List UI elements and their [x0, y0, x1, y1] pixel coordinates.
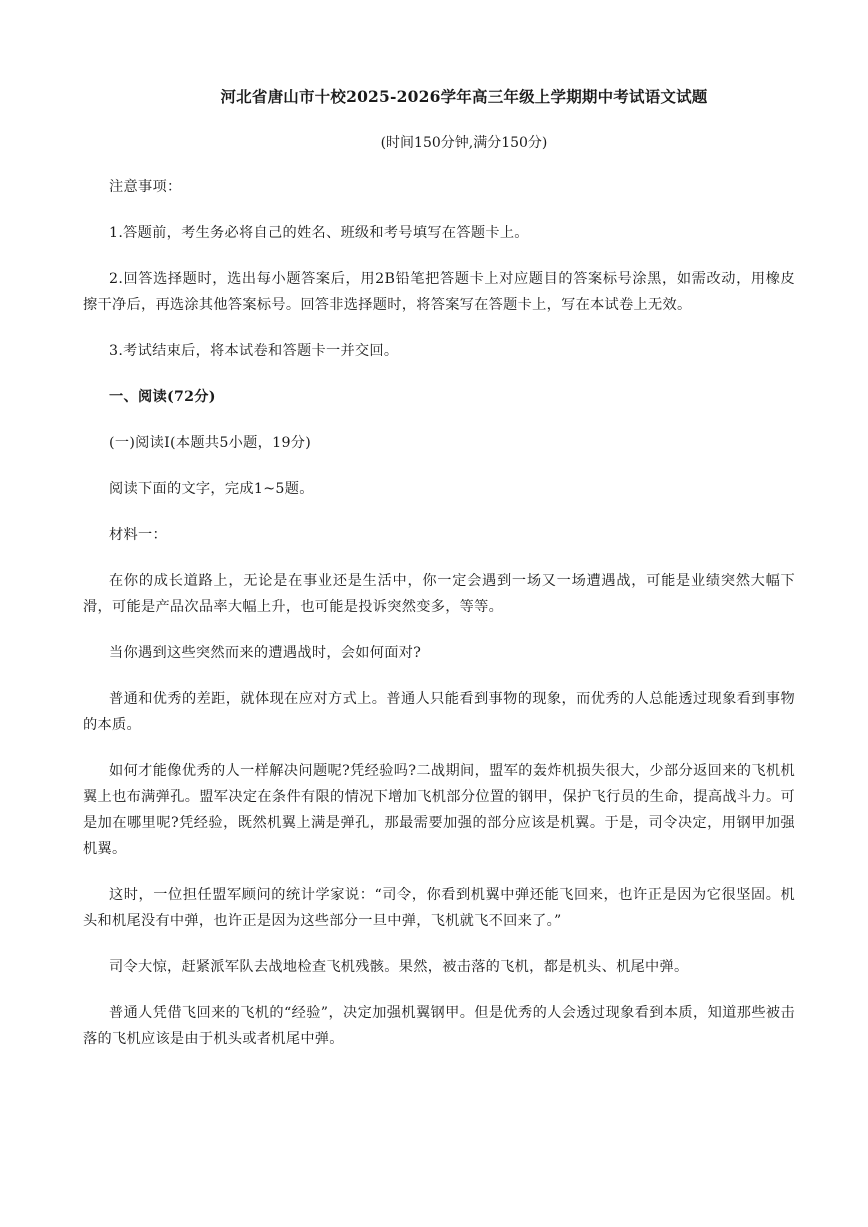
passage-paragraph: 在你的成长道路上，无论是在事业还是生活中，你一定会遇到一场又一场遭遇战，可能是业绩突然大幅下滑，可能是产品次品率大幅上升，也可能是投诉突然变多，等等。 — [83, 573, 795, 615]
passage-paragraph: 当你遇到这些突然而来的遭遇战时，会如何面对? — [109, 645, 422, 661]
exam-title: 河北省唐山市十校2025-2026学年高三年级上学期期中考试语文试题 — [220, 87, 708, 106]
notice-heading: 注意事项： — [109, 179, 182, 195]
notice-item-2: 2.回答选择题时，选出每小题答案后，用2B铅笔把答题卡上对应题目的答案标号涂黑，如需改动，用橡皮擦干净后，再选涂其他答案标号。回答非选择题时，将答案写在答题卡上，写在本试卷上无效。 — [83, 271, 795, 313]
notice-item-1: 1.答题前，考生务必将自己的姓名、班级和考号填写在答题卡上。 — [109, 225, 529, 241]
passage-paragraph: 如何才能像优秀的人一样解决问题呢?凭经验吗?二战期间，盟军的轰炸机损失很大，少部分返回来的飞机机翼上也布满弹孔。盟军决定在条件有限的情况下增加飞机部分位置的钢甲，保护飞行员的生命，提高战斗力。可是加在哪里呢?凭经验，既然机翼上满是弹孔，那最需要加强的部分应该是机翼。于是，司令决定，用钢甲加强机翼。 — [83, 763, 795, 857]
passage-paragraph: 普通和优秀的差距，就体现在应对方式上。普通人只能看到事物的现象，而优秀的人总能透过现象看到事物的本质。 — [83, 691, 795, 733]
exam-time-info: (时间150分钟,满分150分) — [380, 135, 548, 151]
reading-instruction: 阅读下面的文字，完成1~5题。 — [109, 481, 314, 497]
section-heading: 一、阅读(72分) — [109, 389, 216, 405]
passage-paragraph: 司令大惊，赶紧派军队去战地检查飞机残骸。果然，被击落的飞机，都是机头、机尾中弹。 — [109, 959, 689, 975]
subsection-heading: (一)阅读Ⅰ(本题共5小题，19分) — [109, 435, 312, 451]
passage-paragraph: 这时，一位担任盟军顾问的统计学家说：“司令，你看到机翼中弹还能飞回来，也许正是因为它很坚固。机头和机尾没有中弹，也许正是因为这些部分一旦中弹，飞机就飞不回来了。” — [83, 887, 795, 929]
material-label: 材料一： — [109, 527, 167, 543]
notice-item-3: 3.考试结束后，将本试卷和答题卡一并交回。 — [109, 343, 399, 359]
passage-paragraph: 普通人凭借飞回来的飞机的“经验”，决定加强机翼钢甲。但是优秀的人会透过现象看到本质，知道那些被击落的飞机应该是由于机头或者机尾中弹。 — [83, 1005, 795, 1047]
